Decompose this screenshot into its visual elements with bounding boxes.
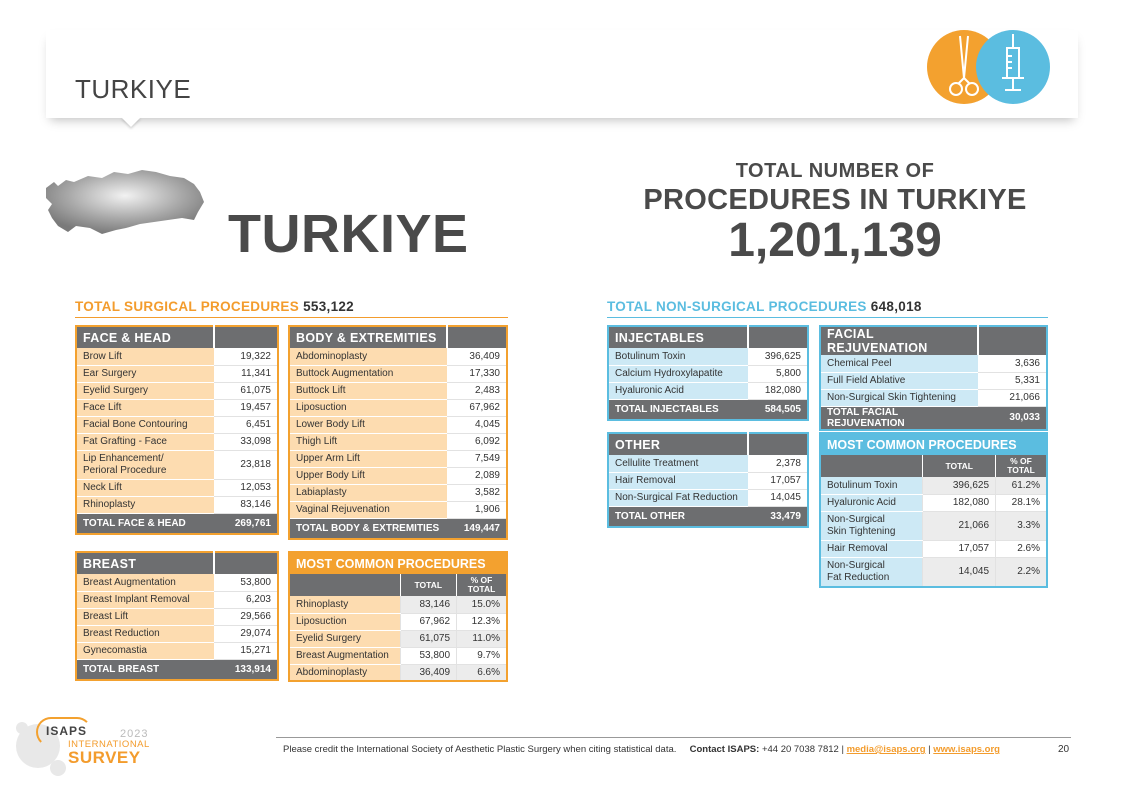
country-name: TURKIYE — [228, 204, 469, 264]
other-row-value: 17,057 — [748, 472, 808, 489]
table-row — [76, 348, 278, 365]
syringe-icon — [976, 30, 1050, 104]
header-band — [46, 30, 1078, 118]
surgical-most-common-row-pct: 15.0% — [457, 596, 507, 613]
face-head-total-label: TOTAL FACE & HEAD — [76, 513, 214, 534]
breast-row-label: Gynecomastia — [76, 642, 214, 659]
table-row — [608, 348, 808, 365]
surgical-most-common-title: MOST COMMON PROCEDURES — [289, 552, 507, 574]
other-row-value: 14,045 — [748, 489, 808, 506]
injectables-row-label: Botulinum Toxin — [608, 348, 748, 365]
table-row — [289, 382, 507, 399]
injectables-title: INJECTABLES — [608, 326, 748, 348]
face-head-row-label: Rhinoplasty — [76, 496, 214, 513]
table-row — [289, 613, 507, 630]
other-title: OTHER — [608, 433, 748, 455]
face-head-row-label: Ear Surgery — [76, 365, 214, 382]
surgical-most-common-row-label: Eyelid Surgery — [289, 630, 400, 647]
table-row — [76, 450, 278, 479]
body-extremities-table — [288, 325, 508, 540]
face-head-row-value: 19,322 — [214, 348, 278, 365]
table-row — [289, 348, 507, 365]
table-row — [76, 382, 278, 399]
body-extremities-total-row — [289, 518, 507, 539]
table-row — [76, 625, 278, 642]
surgical-most-common-row-pct: 12.3% — [457, 613, 507, 630]
injectables-row-value: 396,625 — [748, 348, 808, 365]
table-row — [289, 450, 507, 467]
body-extremities-row-value: 3,582 — [447, 484, 507, 501]
footer-sep-1: | — [841, 744, 844, 755]
nonsurgical-heading — [607, 299, 1048, 318]
table-row — [608, 472, 808, 489]
face-head-total-value: 269,761 — [214, 513, 278, 534]
body-extremities-header-blank — [447, 326, 507, 348]
facial-rejuvenation-total-value: 30,033 — [978, 406, 1047, 430]
body-extremities-total-value: 149,447 — [447, 518, 507, 539]
nonsurgical-most-common-subheader-row — [820, 455, 1047, 477]
breast-row-label: Breast Reduction — [76, 625, 214, 642]
table-row — [76, 591, 278, 608]
face-head-total-row — [76, 513, 278, 534]
nonsurgical-most-common-row-label: Hair Removal — [820, 540, 923, 557]
body-extremities-row-label: Upper Arm Lift — [289, 450, 447, 467]
surgical-most-common-row-label: Rhinoplasty — [289, 596, 400, 613]
breast-row-label: Breast Augmentation — [76, 574, 214, 591]
breast-total-label: TOTAL BREAST — [76, 659, 214, 680]
breast-row-value: 6,203 — [214, 591, 278, 608]
country-map — [44, 168, 206, 243]
total-line-1: TOTAL NUMBER OF — [735, 160, 935, 182]
body-extremities-row-value: 6,092 — [447, 433, 507, 450]
other-header-row — [608, 433, 808, 455]
table-row — [76, 608, 278, 625]
surgical-most-common-col-pct-line-2: TOTAL — [467, 584, 496, 594]
injectables-total-label: TOTAL INJECTABLES — [608, 399, 748, 420]
body-extremities-row-value: 2,089 — [447, 467, 507, 484]
nonsurgical-most-common-row-pct: 28.1% — [996, 494, 1047, 511]
breast-row-label: Breast Lift — [76, 608, 214, 625]
injectables-row-value: 5,800 — [748, 365, 808, 382]
face-head-row-value: 83,146 — [214, 496, 278, 513]
nonsurgical-most-common-col-pct — [996, 455, 1047, 477]
total-procedures-block — [610, 160, 1060, 268]
breast-row-label: Breast Implant Removal — [76, 591, 214, 608]
table-row — [289, 596, 507, 613]
page-title: TURKIYE — [75, 74, 192, 104]
other-total-row — [608, 506, 808, 527]
surgical-most-common-row-total: 36,409 — [400, 664, 457, 681]
footer-credit — [283, 744, 1000, 755]
logo-brand: ISAPS — [46, 724, 88, 738]
body-extremities-row-value: 2,483 — [447, 382, 507, 399]
face-head-row-value: 61,075 — [214, 382, 278, 399]
injectables-header-blank — [748, 326, 808, 348]
face-head-table — [75, 325, 279, 535]
injectables-table — [607, 325, 809, 421]
surgical-most-common-row-total: 53,800 — [400, 647, 457, 664]
table-row — [76, 496, 278, 513]
table-row — [289, 365, 507, 382]
surgical-most-common-row-pct: 9.7% — [457, 647, 507, 664]
breast-header-row — [76, 552, 278, 574]
table-row — [76, 433, 278, 450]
nonsurgical-most-common-row-pct: 2.6% — [996, 540, 1047, 557]
body-extremities-row-label: Abdominoplasty — [289, 348, 447, 365]
nonsurgical-most-common-row-pct: 2.2% — [996, 557, 1047, 587]
nonsurgical-most-common-title: MOST COMMON PROCEDURES — [820, 433, 1047, 455]
facial-rejuvenation-total-label: TOTAL FACIAL REJUVENATION — [820, 406, 978, 430]
table-row — [289, 433, 507, 450]
header-notch — [121, 117, 141, 127]
surgical-most-common-table — [288, 551, 508, 682]
nonsurgical-heading-label: TOTAL NON-SURGICAL PROCEDURES — [607, 299, 867, 314]
table-row — [76, 574, 278, 591]
face-head-header-blank — [214, 326, 278, 348]
body-extremities-title: BODY & EXTREMITIES — [289, 326, 447, 348]
surgical-most-common-row-pct: 11.0% — [457, 630, 507, 647]
body-extremities-row-label: Vaginal Rejuvenation — [289, 501, 447, 518]
body-extremities-row-value: 36,409 — [447, 348, 507, 365]
other-total-label: TOTAL OTHER — [608, 506, 748, 527]
surgical-most-common-row-pct: 6.6% — [457, 664, 507, 681]
face-head-row-label: Fat Grafting - Face — [76, 433, 214, 450]
table-row — [289, 630, 507, 647]
body-extremities-row-label: Thigh Lift — [289, 433, 447, 450]
table-row — [76, 365, 278, 382]
body-extremities-header-row — [289, 326, 507, 348]
facial-rejuvenation-total-row — [820, 406, 1047, 430]
surgical-most-common-subheader-row — [289, 574, 507, 596]
breast-title: BREAST — [76, 552, 214, 574]
other-row-label: Hair Removal — [608, 472, 748, 489]
footer-divider — [276, 737, 1071, 738]
table-row — [76, 479, 278, 496]
nonsurgical-heading-total: 648,018 — [870, 299, 922, 314]
nonsurgical-most-common-col-pct-line-2: TOTAL — [1007, 465, 1035, 475]
body-extremities-row-value: 4,045 — [447, 416, 507, 433]
table-row — [820, 389, 1047, 406]
facial-rejuvenation-row-value: 21,066 — [978, 389, 1047, 406]
body-extremities-row-value: 17,330 — [447, 365, 507, 382]
surgical-most-common-col-total: TOTAL — [400, 574, 457, 596]
surgical-most-common-row-total: 83,146 — [400, 596, 457, 613]
nonsurgical-most-common-table — [819, 432, 1048, 588]
footer-credit-text: Please credit the International Society of Aesthetic Plastic Surgery when citing statistical data. — [283, 744, 677, 755]
table-row — [820, 477, 1047, 494]
body-extremities-row-label: Labiaplasty — [289, 484, 447, 501]
face-head-row-label — [76, 450, 214, 479]
row-label-line-1: Non-Surgical — [827, 559, 885, 571]
surgical-most-common-col-pct — [457, 574, 507, 596]
breast-row-value: 15,271 — [214, 642, 278, 659]
isaps-survey-logo — [8, 706, 178, 786]
table-row — [820, 355, 1047, 372]
nonsurgical-most-common-row-pct: 61.2% — [996, 477, 1047, 494]
face-head-row-label: Eyelid Surgery — [76, 382, 214, 399]
breast-row-value: 29,566 — [214, 608, 278, 625]
nonsurgical-most-common-row-label — [820, 557, 923, 587]
row-label-line-2: Fat Reduction — [827, 571, 890, 583]
facial-rejuvenation-row-label: Chemical Peel — [820, 355, 978, 372]
facial-rejuvenation-row-label: Full Field Ablative — [820, 372, 978, 389]
body-extremities-row-value: 7,549 — [447, 450, 507, 467]
footer-website-link[interactable]: www.isaps.org — [933, 744, 1000, 755]
surgical-most-common-row-label: Abdominoplasty — [289, 664, 400, 681]
footer-sep-2: | — [928, 744, 931, 755]
table-row — [289, 399, 507, 416]
table-row — [820, 372, 1047, 389]
body-extremities-row-label: Buttock Lift — [289, 382, 447, 399]
table-row — [289, 484, 507, 501]
nonsurgical-most-common-row-total: 21,066 — [923, 511, 996, 540]
injectables-row-label: Calcium Hydroxylapatite — [608, 365, 748, 382]
table-row — [820, 494, 1047, 511]
body-extremities-total-label: TOTAL BODY & EXTREMITIES — [289, 518, 447, 539]
table-row — [76, 399, 278, 416]
nonsurgical-most-common-row-total: 17,057 — [923, 540, 996, 557]
total-line-2: PROCEDURES IN TURKIYE — [643, 184, 1027, 216]
surgical-most-common-subheader-blank — [289, 574, 400, 596]
surgical-most-common-row-total: 61,075 — [400, 630, 457, 647]
other-row-label: Non-Surgical Fat Reduction — [608, 489, 748, 506]
table-row — [289, 416, 507, 433]
facial-rejuvenation-header-row — [820, 326, 1047, 355]
nonsurgical-most-common-subheader-blank — [820, 455, 923, 477]
row-label-line-1: Lip Enhancement/ — [83, 452, 164, 464]
logo-year: 2023 — [120, 728, 149, 740]
surgical-most-common-row-label: Breast Augmentation — [289, 647, 400, 664]
body-extremities-row-label: Lower Body Lift — [289, 416, 447, 433]
nonsurgical-most-common-row-label: Hyaluronic Acid — [820, 494, 923, 511]
footer-phone: +44 20 7038 7812 — [761, 744, 839, 755]
face-head-row-value: 19,457 — [214, 399, 278, 416]
logo-line-2: SURVEY — [68, 748, 141, 767]
surgical-heading-total: 553,122 — [303, 299, 354, 314]
nonsurgical-most-common-row-total: 14,045 — [923, 557, 996, 587]
body-extremities-row-value: 1,906 — [447, 501, 507, 518]
body-extremities-row-value: 67,962 — [447, 399, 507, 416]
table-row — [289, 664, 507, 681]
face-head-title: FACE & HEAD — [76, 326, 214, 348]
nonsurgical-most-common-col-total: TOTAL — [923, 455, 996, 477]
nonsurgical-most-common-row-label — [820, 511, 923, 540]
surgical-most-common-row-label: Liposuction — [289, 613, 400, 630]
injectables-total-value: 584,505 — [748, 399, 808, 420]
face-head-row-value: 6,451 — [214, 416, 278, 433]
nonsurgical-most-common-row-label: Botulinum Toxin — [820, 477, 923, 494]
breast-table — [75, 551, 279, 681]
total-number: 1,201,139 — [728, 214, 942, 267]
face-head-row-value: 23,818 — [214, 450, 278, 479]
other-total-value: 33,479 — [748, 506, 808, 527]
surgical-heading — [75, 299, 508, 318]
face-head-row-label: Facial Bone Contouring — [76, 416, 214, 433]
facial-rejuvenation-row-value: 5,331 — [978, 372, 1047, 389]
table-row — [820, 511, 1047, 540]
other-row-value: 2,378 — [748, 455, 808, 472]
logo-line-1: INTERNATIONAL — [68, 739, 150, 750]
table-row — [289, 467, 507, 484]
breast-header-blank — [214, 552, 278, 574]
nonsurgical-most-common-row-pct: 3.3% — [996, 511, 1047, 540]
injectables-row-value: 182,080 — [748, 382, 808, 399]
face-head-row-value: 33,098 — [214, 433, 278, 450]
face-head-row-label: Face Lift — [76, 399, 214, 416]
facial-rejuvenation-row-label: Non-Surgical Skin Tightening — [820, 389, 978, 406]
body-extremities-row-label: Buttock Augmentation — [289, 365, 447, 382]
other-row-label: Cellulite Treatment — [608, 455, 748, 472]
nonsurgical-most-common-header-row — [820, 433, 1047, 455]
other-table — [607, 432, 809, 528]
injectables-total-row — [608, 399, 808, 420]
table-row — [289, 647, 507, 664]
nonsurgical-most-common-row-total: 182,080 — [923, 494, 996, 511]
face-head-header-row — [76, 326, 278, 348]
nonsurgical-most-common-col-pct-line-1: % OF — [1010, 456, 1032, 466]
row-label-line-2: Perioral Procedure — [83, 464, 167, 476]
face-head-row-label: Brow Lift — [76, 348, 214, 365]
breast-row-value: 53,800 — [214, 574, 278, 591]
surgical-most-common-header-row — [289, 552, 507, 574]
body-extremities-row-label: Upper Body Lift — [289, 467, 447, 484]
table-row — [608, 382, 808, 399]
table-row — [820, 557, 1047, 587]
face-head-row-value: 12,053 — [214, 479, 278, 496]
footer-contact-label: Contact ISAPS: — [689, 744, 760, 755]
facial-rejuvenation-row-value: 3,636 — [978, 355, 1047, 372]
table-row — [76, 642, 278, 659]
table-row — [289, 501, 507, 518]
surgical-most-common-col-pct-line-1: % OF — [470, 575, 493, 585]
page-number: 20 — [1058, 744, 1070, 755]
table-row — [820, 540, 1047, 557]
breast-row-value: 29,074 — [214, 625, 278, 642]
face-head-row-value: 11,341 — [214, 365, 278, 382]
face-head-row-label: Neck Lift — [76, 479, 214, 496]
surgical-most-common-row-total: 67,962 — [400, 613, 457, 630]
body-extremities-row-label: Liposuction — [289, 399, 447, 416]
injectables-row-label: Hyaluronic Acid — [608, 382, 748, 399]
other-header-blank — [748, 433, 808, 455]
nonsurgical-most-common-row-total: 396,625 — [923, 477, 996, 494]
facial-rejuvenation-table — [819, 325, 1048, 431]
table-row — [608, 365, 808, 382]
table-row — [76, 416, 278, 433]
table-row — [608, 489, 808, 506]
breast-total-row — [76, 659, 278, 680]
row-label-line-2: Skin Tightening — [827, 525, 896, 537]
surgical-heading-label: TOTAL SURGICAL PROCEDURES — [75, 299, 300, 314]
row-label-line-1: Non-Surgical — [827, 513, 885, 525]
facial-rejuvenation-header-blank — [978, 326, 1047, 355]
breast-total-value: 133,914 — [214, 659, 278, 680]
table-row — [608, 455, 808, 472]
injectables-header-row — [608, 326, 808, 348]
facial-rejuvenation-title: FACIAL REJUVENATION — [820, 326, 978, 355]
footer-email-link[interactable]: media@isaps.org — [846, 744, 926, 755]
